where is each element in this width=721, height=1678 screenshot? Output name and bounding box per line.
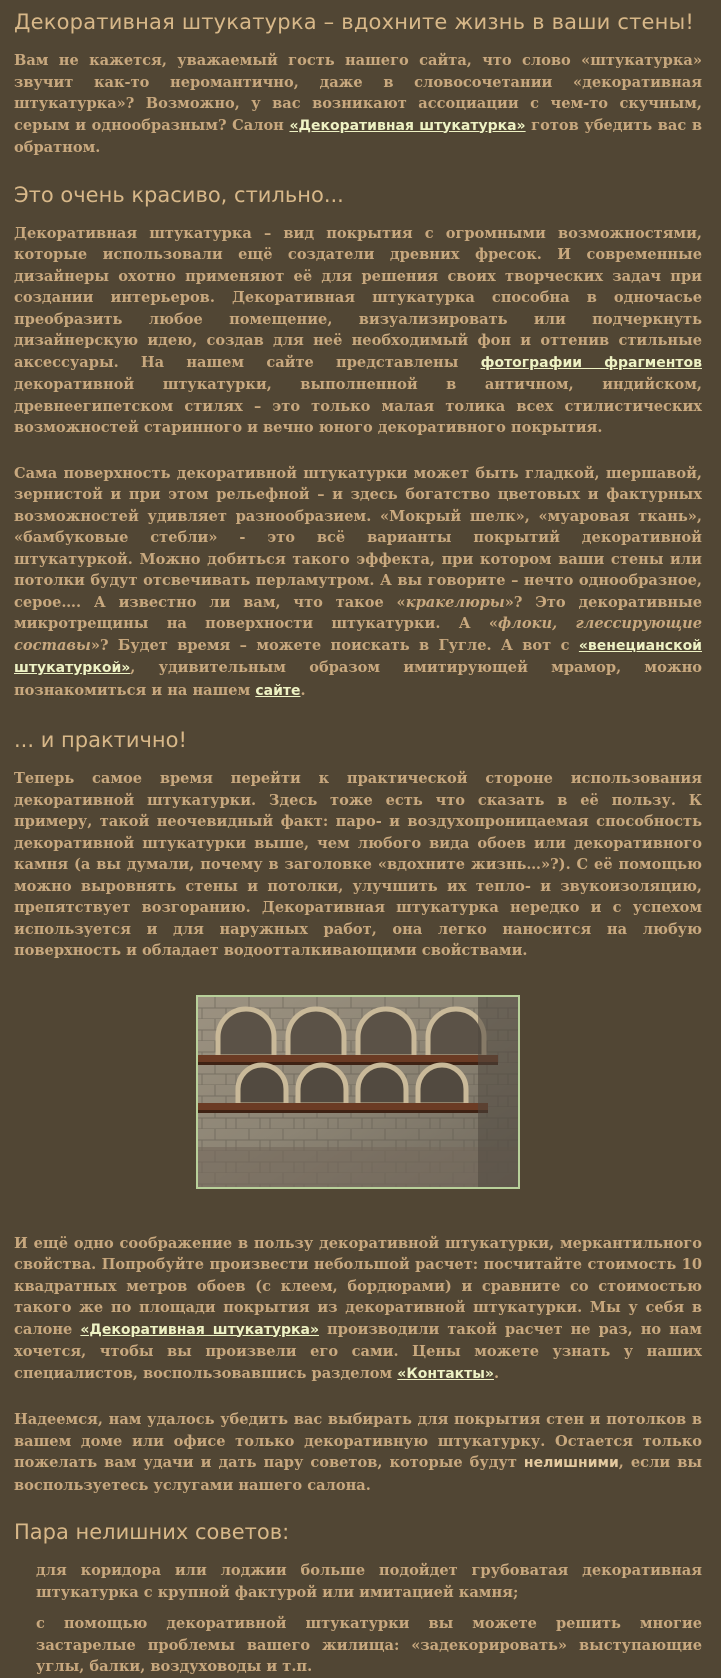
paragraph-conclusion: Надеемся, нам удалось убедить вас выбирать для покрытия стен и потолков в вашем доме или офисе только декоративную штукатурку. Остается только пожелать вам удачи и дать пару советов, которые будут нелишними, если вы воспользуетесь услугами нашего салона. — [14, 1411, 702, 1494]
plaster-arches-photo — [196, 995, 520, 1189]
site-link[interactable]: сайте — [255, 682, 301, 699]
paragraph-surface: Сама поверхность декоративной штукатурки может быть гладкой, шершавой, зернистой и при этом рельефной – и здесь богатство цветовых и фактурных возможностей удивляет разнообразием. «Мокрый шелк», «муаровая ткань», «бамбуковые стебли» - это всё варианты покрытий декоративной штукатуркой. Можно добиться такого эффекта, при котором ваши стены или потолки будут отсвечивать перламутром. А вы говорите – нечто однообразное, серое…. А известно ли вам, что такое «кракелюры»? Это декоративные микротрещины на поверхности штукатурки. А «флоки, глессирующие составы»? Будет время – можете поискать в Гугле. А вот с «венецианской штукатуркой», удивительным образом имитирующей мрамор, можно познакомиться и на нашем сайте. — [14, 464, 702, 699]
photo-fragments-link[interactable]: фотографии фрагментов — [480, 354, 702, 371]
paragraph-possibilities: Декоративная штукатурка – вид покрытия с огромными возможностями, которые использовали ещё создатели древних фресок. И современные дизайнеры охотно применяют её для решения своих творческих задач при создании интерьеров. Декоративная штукатурка способна в одночасье преобразить любое помещение, визуализировать или подчеркнуть дизайнерскую идею, создав для неё необходимый фон и оттенив стильные аксессуары. На нашем сайте представлены фотографии фрагментов декоративной штукатурки, выполненной в античном, индийском, древнеегипетском стилях – это только малая толика всех стилистических возможностей старинного и вечно юного декоративного покрытия. — [14, 224, 702, 436]
paragraph-practical: Теперь самое время перейти к практической стороне использования декоративной штукатурки. Здесь тоже есть что сказать в её пользу. К примеру, такой неочевидный факт: паро- и воздухопроницаемая способность декоративной штукатурки выше, чем любого вида обоев или декоративного камня (а вы думали, почему в заголовке «вдохните жизнь…»?). С её помощью можно выровнять стены и потолки, улучшить их тепло- и звукоизоляцию, препятствует возгоранию. Декоративная штукатурка нередко и с успехом используется и для наружных работ, она легко наносится на любую поверхность и обладает водоотталкивающими свойствами. — [14, 770, 702, 959]
section-heading-beauty: Это очень красиво, стильно... — [14, 182, 344, 207]
arches-illustration — [198, 997, 518, 1187]
list-item: для коридора или лоджии больше подойдет грубоватая декоративная штукатурка с крупной фактурой или имитацией камня; — [36, 1562, 702, 1601]
intro-paragraph: Вам не кажется, уважаемый гость нашего сайта, что слово «штукатурка» звучит как-то неромантично, даже в словосочетании «декоративная штукатурка»? Возможно, у вас возникают ассоциации с чем-то скучным, серым и однообразным? Салон «Декоративная штукатурка» готов убедить вас в обратном. — [14, 52, 702, 156]
list-item: с помощью декоративной штукатурки вы можете решить многие застарелые проблемы вашего жилища: «задекорировать» выступающие углы, балки, воздуховоды и т.п. — [36, 1615, 702, 1675]
tips-list — [14, 1560, 702, 1678]
figure — [14, 995, 702, 1193]
salon-link-2[interactable]: «Декоративная штукатурка» — [80, 1321, 320, 1338]
paragraph-cost: И ещё одно соображение в пользу декоративной штукатурки, меркантильного свойства. Попробуйте произвести небольшой расчет: посчитайте стоимость 10 квадратных метров обоев (с клеем, бордюрами) и сравните со стоимостью такого же по площади покрытия из декоративной штукатурки. Мы у себя в салоне «Декоративная штукатурка» производили такой расчет не раз, но нам хочется, чтобы вы произвели его сами. Цены можете узнать у наших специалистов, воспользовавшись разделом «Контакты». — [14, 1234, 702, 1382]
salon-link[interactable]: «Декоративная штукатурка» — [289, 117, 526, 134]
section-heading-tips: Пара нелишних советов: — [14, 1520, 290, 1544]
contacts-link[interactable]: «Контакты» — [397, 1365, 494, 1382]
page-title: Декоративная штукатурка – вдохните жизнь в ваши стены! — [14, 10, 695, 34]
venetian-plaster-link[interactable]: «венецианской штукатуркой» — [14, 637, 702, 676]
section-heading-practical: ... и практично! — [14, 728, 187, 752]
